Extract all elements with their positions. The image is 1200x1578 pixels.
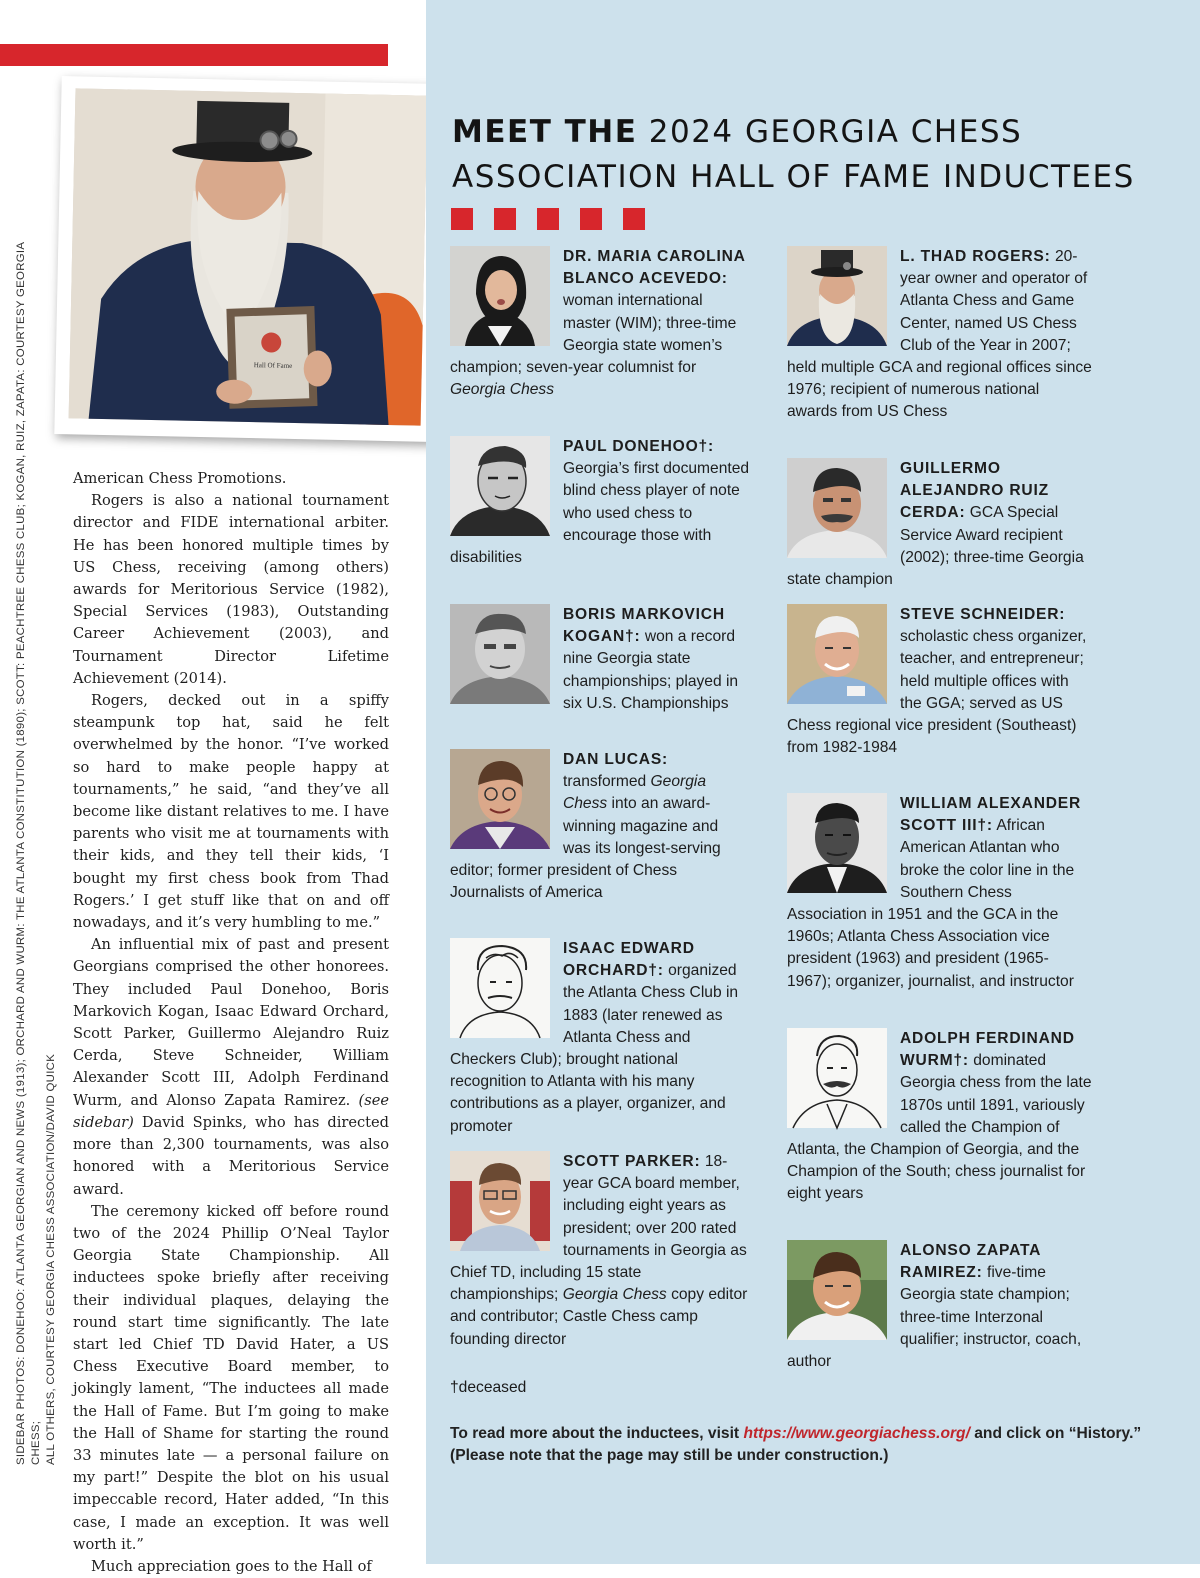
inductee-bio: 20-year owner and operator of Atlanta Chess and Game Center, named US Chess Club of the Year in 2007; held multiple GCA and regional offices since 1976; recipient of numerous national awards from US Chess — [787, 248, 1092, 421]
read-more-note — [450, 1423, 1150, 1467]
inductee-kogan — [450, 604, 750, 715]
paragraph: Rogers, decked out in a spiffy steampunk top hat, said he felt overwhelmed by the honor. “I’ve worked so hard to make people happy at tournaments,” he said, “and they’ve all become like distant relatives to me. I have parents who visit me at tournaments with their kids, and they tell their kids, ‘I bought my first chess book from Thad Rogers.’ I get stuff like that on and off nowadays, and it’s very humbling to me.” — [73, 692, 389, 932]
inductee-bio: dominated Georgia chess from the late 1870s until 1891, variously called the Champion of Atlanta, the Champion of Georgia, and the Champion of the South; chess journalist for eight years — [787, 1052, 1092, 1203]
inductee-donehoo — [450, 436, 750, 569]
thad-rogers-illustration — [69, 88, 428, 425]
inductee-name: ALONSO ZAPATA RAMIREZ: — [900, 1242, 1041, 1282]
inductee-bio: scholastic chess organizer, teacher, and entrepreneur; held multiple offices with the GGA; served as US Chess regional vice president (Southeast) from 1982-1984 — [787, 628, 1087, 757]
inductee-name: L. THAD ROGERS: — [900, 248, 1051, 265]
ruiz-portrait — [787, 458, 887, 558]
article-body — [73, 468, 389, 1578]
featured-photo-frame — [54, 76, 441, 442]
photo-credit-line-2: ALL OTHERS, COURTESY GEORGIA CHESS ASSOCIATION/DAVID QUICK — [45, 1053, 57, 1465]
paragraph-text: David Spinks, who has directed more than 2,300 tournaments, was also honored with a Meritorious Service award. — [73, 1113, 389, 1198]
inductees-sidebar — [426, 0, 1200, 1564]
paragraph: Much appreciation goes to the Hall of — [91, 1557, 372, 1575]
photo-credits — [14, 215, 59, 1465]
georgiachess-link[interactable]: https://www.georgiachess.org/ — [743, 1425, 970, 1442]
rogers-portrait — [787, 246, 887, 346]
inductee-parker — [450, 1151, 750, 1351]
red-accent-bar — [0, 44, 388, 66]
inductee-bio-em: Georgia Chess — [563, 773, 707, 813]
inductee-blanco — [450, 246, 750, 401]
kogan-portrait — [450, 604, 550, 704]
inductee-bio: 18-year GCA board member, including eight years as president; over 200 rated tournaments in Georgia as Chief TD, including 15 state championships; — [450, 1153, 747, 1304]
inductee-name: DAN LUCAS: — [563, 751, 669, 768]
paragraph: American Chess Promotions. — [73, 470, 287, 487]
inductee-bio: Georgia’s first documented blind chess player of note who used chess to encourage those with disabilities — [450, 460, 750, 567]
blanco-portrait — [450, 246, 550, 346]
inductee-scott — [787, 793, 1092, 993]
photo-credit-line-1: SIDEBAR PHOTOS: DONEHOO: ATLANTA GEORGIAN AND NEWS (1913); ORCHARD AND WURM: THE ATLANTA CONSTITUTION (1890); SCOTT: PEACHTREE CHESS CLUB; KOGAN, RUIZ, ZAPATA: COURTESY GEORGIA CHESS; — [15, 242, 42, 1465]
plaque-text: Hall Of Fame — [253, 361, 293, 370]
inductee-rogers — [787, 246, 1092, 424]
inductee-bio: transformed — [563, 773, 647, 791]
inductee-bio-cont: copy editor and contributor; Castle Chess camp founding director — [450, 1286, 748, 1348]
inductee-name: GUILLERMO ALEJANDRO RUIZ CERDA: — [900, 460, 1049, 522]
see-sidebar-note: (see sidebar) — [73, 1091, 389, 1131]
inductee-bio: GCA Special Service Award recipient (2002); three-time Georgia state champion — [787, 504, 1084, 589]
inductee-schneider — [787, 604, 1092, 759]
inductee-bio-em: Georgia Chess — [562, 1286, 667, 1304]
donehoo-portrait — [450, 436, 550, 536]
zapata-portrait — [787, 1240, 887, 1340]
parker-portrait — [450, 1151, 550, 1251]
inductee-wurm — [787, 1028, 1092, 1206]
paragraph — [73, 934, 389, 1200]
inductee-bio: five-time Georgia state champion; three-time Interzonal qualifier; instructor, coach, author — [787, 1264, 1082, 1371]
title-bold: MEET THE — [452, 114, 638, 150]
inductee-name: SCOTT PARKER: — [563, 1153, 701, 1170]
paragraph: The ceremony kicked off before round two of the 2024 Phillip O’Neal Taylor Georgia State Championship. All inductees spoke briefly after receiving their individual plaques, delaying the round start time significantly. The late start led Chief TD David Hater, a US Chess Executive Board member, to jokingly lament, “The inductees all made the Hall of Fame. But I’m going to make the Hall of Shame for starting the round 33 minutes late — a personal failure on my part!” Despite the blot on his usual impeccable record, Hater added, “In this case, I made an exception. It was well worth it.” — [73, 1202, 389, 1553]
inductee-name: BORIS MARKOVICH KOGAN†: — [563, 606, 725, 646]
read-more-text-cont: and click on “History.” (Please note that the page may still be under construction.) — [450, 1425, 1142, 1465]
inductee-name: DR. MARIA CAROLINA BLANCO ACEVEDO: — [563, 248, 746, 288]
title-rest: 2024 GEORGIA CHESS ASSOCIATION HALL OF FAME INDUCTEES — [452, 114, 1135, 195]
article-column — [0, 0, 426, 1575]
inductee-bio: organized the Atlanta Chess Club in 1883 (later renewed as Atlanta Chess and Checkers Club); brought national recognition to Atlanta with his many contributions as a player, organizer, and promoter — [450, 962, 739, 1135]
sidebar-title — [452, 110, 1152, 200]
inductee-bio: woman international master (WIM); three-time Georgia state women’s champion; seven-year columnist for — [450, 292, 737, 377]
inductee-zapata — [787, 1240, 1092, 1373]
wurm-portrait — [787, 1028, 887, 1128]
inductee-name: PAUL DONEHOO†: — [563, 438, 714, 455]
inductee-ruiz — [787, 458, 1092, 591]
red-square-divider — [451, 208, 645, 230]
orchard-portrait — [450, 938, 550, 1038]
inductee-bio-em: Georgia Chess — [450, 381, 555, 399]
inductee-name: ISAAC EDWARD ORCHARD†: — [563, 940, 695, 980]
lucas-portrait — [450, 749, 550, 849]
inductee-orchard — [450, 938, 750, 1138]
inductee-name: ADOLPH FERDINAND WURM†: — [900, 1030, 1075, 1070]
schneider-portrait — [787, 604, 887, 704]
thad-rogers-photo — [69, 88, 428, 425]
inductee-name: WILLIAM ALEXANDER SCOTT III†: — [900, 795, 1082, 835]
inductee-bio: African American Atlantan who broke the color line in the Southern Chess Association in 1951 and the GCA in the 1960s; Atlanta Chess Association vice president (1963) and president (1965-1967); organizer, journalist, and instructor — [787, 817, 1075, 990]
paragraph-text: An influential mix of past and present Georgians comprised the other honorees. They included Paul Donehoo, Boris Markovich Kogan, Isaac Edward Orchard, Scott Parker, Guillermo Alejandro Ruiz Cerda, Steve Schneider, William Alexander Scott III, Adolph Ferdinand Wurm, and Alonso Zapata Ramirez. — [73, 936, 389, 1109]
deceased-note: †deceased — [450, 1379, 527, 1396]
read-more-text: To read more about the inductees, visit — [450, 1425, 740, 1442]
scott-portrait — [787, 793, 887, 893]
paragraph: Rogers is also a national tournament director and FIDE international arbiter. He has been honored multiple times by US Chess, receiving (among others) awards for Meritorious Service (1982), Special Services (1983), Outstanding Career Achievement (2003), and Tournament Director Lifetime Achievement (2014). — [73, 492, 389, 687]
inductee-bio: won a record nine Georgia state championships; played in six U.S. Championships — [563, 628, 739, 712]
inductee-lucas — [450, 749, 750, 904]
inductee-name: STEVE SCHNEIDER: — [900, 606, 1066, 623]
inductee-bio-cont: into an award-winning magazine and was its longest-serving editor; former president of Chess Journalists of America — [450, 795, 721, 902]
